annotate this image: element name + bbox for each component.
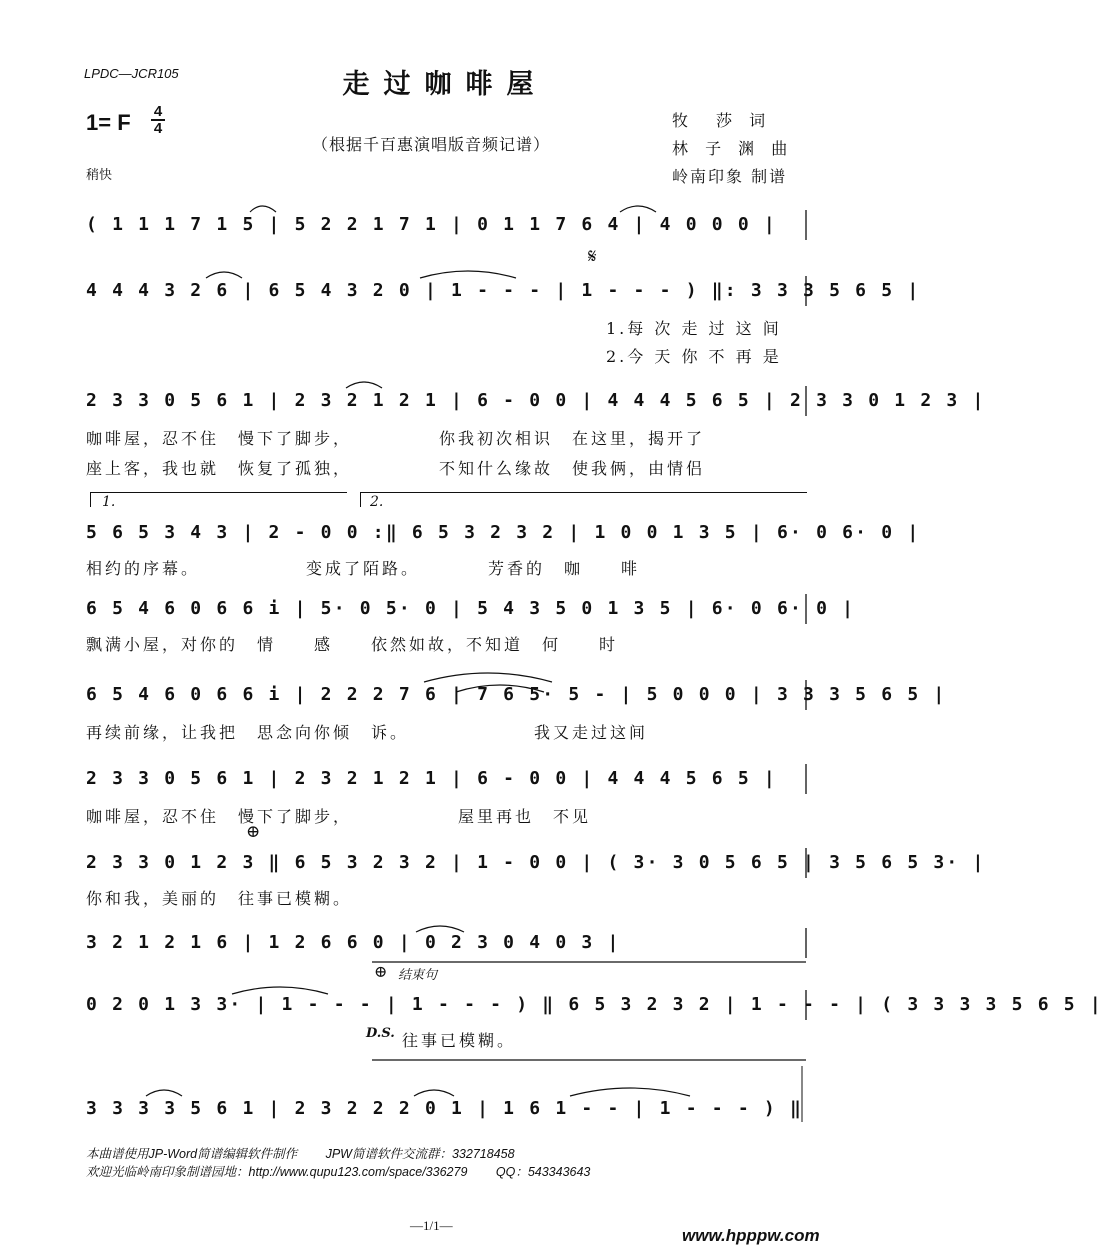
slur — [420, 271, 516, 278]
slur — [414, 1090, 454, 1096]
time-signature-top: 4 — [153, 103, 163, 120]
tempo-marking: 稍快 — [86, 168, 113, 183]
notation-row: 2 3 3 0 5 6 1 | 2 3 2 1 2 1 | 6 - 0 0 | 4 4 4 5 6 5 | 2 3 3 0 1 2 3 | — [86, 390, 986, 411]
song-title: 走过咖啡屋 — [342, 69, 548, 100]
notation-row: 3 2 1 2 1 6 | 1 2 6 6 0 | 0 2 3 0 4 0 3 | — [86, 932, 621, 953]
slur — [206, 272, 242, 278]
lyric-line: 飘满小屋，对你的 情 感 依然如故，不知道 何 时 — [86, 635, 619, 654]
volta-first-ending — [90, 492, 347, 507]
time-signature-bottom: 4 — [153, 120, 163, 137]
slur — [620, 206, 656, 212]
notation-row: 0 2 0 1 3 3· | 1 - - - | 1 - - - ) ‖ 6 5 3 2 3 2 | 1 - - - | ( 3 3 3 3 5 6 5 | — [86, 994, 1103, 1015]
slur — [570, 1088, 690, 1096]
volta-2-label: 2. — [370, 494, 384, 510]
coda-sign: ⊕ — [246, 822, 261, 842]
composer-credit: 林 子 渊 曲 — [672, 139, 794, 158]
notation-row: 4 4 4 3 2 6 | 6 5 4 3 2 0 | 1 - - - | 1 - - - ) ‖: 3 3 3 5 6 5 | — [86, 280, 921, 301]
website-watermark: www.hpppw.com — [682, 1226, 820, 1245]
page-number: —1/1— — [410, 1218, 453, 1233]
arranger-credit: 岭南印象 制谱 — [672, 167, 788, 186]
notation-row: 6 5 4 6 0 6 6 i | 2 2 2 7 6 | 7 6 5· 5 - | 5 0 0 0 | 3 3 3 5 6 5 | — [86, 684, 947, 705]
score-code: LPDC—JCR105 — [84, 66, 179, 81]
notation-row: 2 3 3 0 5 6 1 | 2 3 2 1 2 1 | 6 - 0 0 | 4 4 4 5 6 5 | — [86, 768, 777, 789]
slur — [346, 382, 382, 388]
ds-marking: D.S. — [366, 1026, 395, 1041]
slur — [232, 987, 328, 994]
slur — [146, 1090, 182, 1096]
notation-row: 3 3 3 3 5 6 1 | 2 3 2 2 2 0 1 | 1 6 1 - - | 1 - - - ) ‖ — [86, 1098, 804, 1119]
notation-row: 2 3 3 0 1 2 3 ‖ 6 5 3 2 3 2 | 1 - 0 0 | ( 3· 3 0 5 6 5 | 3 5 6 5 3· | — [86, 852, 986, 873]
lyric-line: 相约的序幕。 变成了陌路。 芳香的 咖 啡 — [86, 559, 641, 578]
lyricist-credit: 牧 莎 词 — [672, 111, 772, 130]
lyric-line: 再续前缘，让我把 思念向你倾 诉。 我又走过这间 — [86, 723, 649, 742]
volta-1-label: 1. — [102, 494, 116, 510]
subtitle: （根据千百惠演唱版音频记谱） — [312, 135, 551, 154]
lyric-line: 1.每 次 走 过 这 间 — [606, 319, 782, 338]
coda-sign-ending: ⊕ — [374, 962, 388, 981]
slur — [250, 206, 276, 212]
lyric-line: 往事已模糊。 — [402, 1031, 517, 1050]
lyric-line: 2.今 天 你 不 再 是 — [606, 347, 782, 366]
footer-software-note: 本曲谱使用JP-Word简谱编辑软件制作 JPW简谱软件交流群：332718458 — [86, 1147, 515, 1161]
time-signature — [150, 104, 166, 136]
lyric-line: 你和我，美丽的 往事已模糊。 — [86, 889, 353, 908]
lyric-line: 咖啡屋，忍不住 慢下了脚步， 屋里再也 不见 — [86, 807, 592, 826]
notation-row: 5 6 5 3 4 3 | 2 - 0 0 :‖ 6 5 3 2 3 2 | 1 0 0 1 3 5 | 6· 0 6· 0 | — [86, 522, 921, 543]
segno-sign: 𝄋 — [588, 244, 597, 268]
footer-website-note: 欢迎光临岭南印象制谱园地：http://www.qupu123.com/space/336279 QQ：543343643 — [86, 1165, 591, 1179]
lyric-line: 座上客，我也就 恢复了孤独， 不知什么缘故 使我俩，由情侣 — [86, 459, 706, 478]
key-signature: 1= F — [86, 110, 131, 135]
lyric-line: 咖啡屋，忍不住 慢下了脚步， 你我初次相识 在这里，揭开了 — [86, 429, 706, 448]
volta-second-ending — [360, 492, 807, 507]
slur — [424, 673, 552, 682]
notation-row: ( 1 1 1 7 1 5 | 5 2 2 1 7 1 | 0 1 1 7 6 4 | 4 0 0 0 | — [86, 214, 777, 235]
notation-row: 6 5 4 6 0 6 6 i | 5· 0 5· 0 | 5 4 3 5 0 1 3 5 | 6· 0 6· 0 | — [86, 598, 856, 619]
ending-label: 结束句 — [398, 968, 438, 983]
